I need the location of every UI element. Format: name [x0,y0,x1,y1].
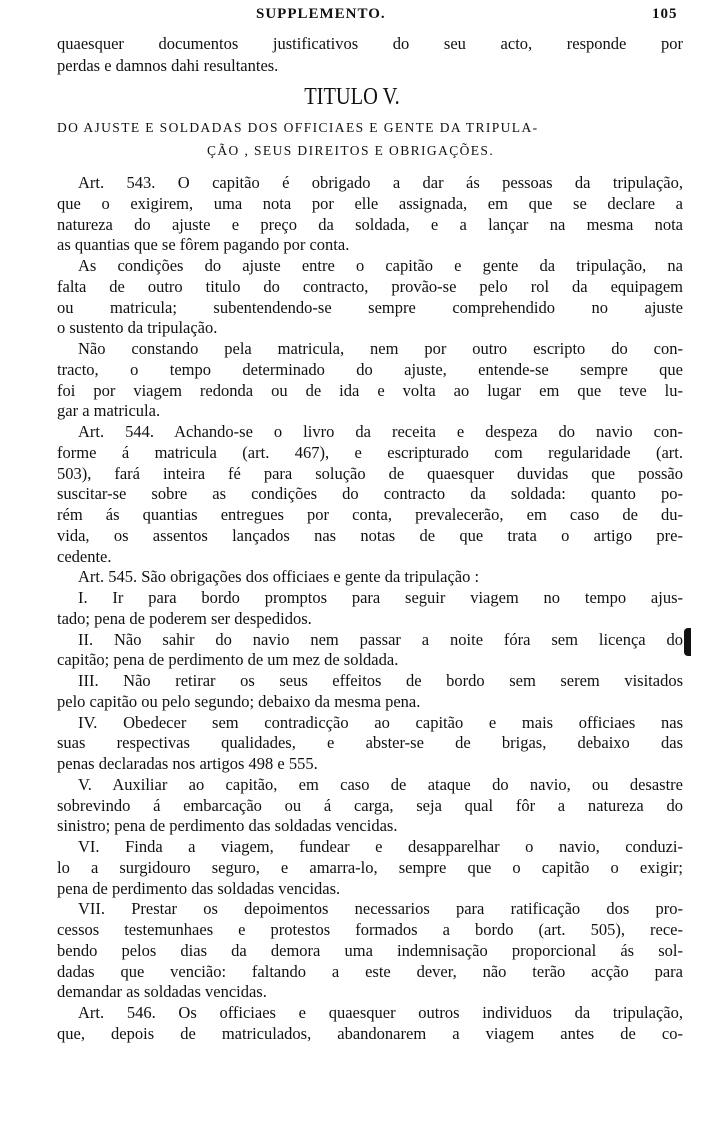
text-line: Art. 543. O capitão é obrigado a dar ás pessoas da tripulação, [78,173,683,192]
text-line: VII. Prestar os depoimentos necessarios para ratificação dos pro- [78,899,683,919]
text-line: o sustento da tripulação. [57,318,218,338]
text-line: Art. 546. Os officiaes e quaesquer outros individuos da tripulação, [78,1003,683,1022]
text-line: VI. Finda a viagem, fundear e desapparelhar o navio, conduzi- [78,837,683,856]
text-line: forme á matricula (art. 467), e escripturado com regularidade (art. [57,442,683,462]
running-title: SUPPLEMENTO. [256,6,386,22]
text-line: tado; pena de poderem ser despedidos. [57,608,312,628]
text-line: suas respectivas qualidades, e abster-se de brigas, debaixo das [57,733,683,753]
text-line: lo a surgidouro seguro, e amarra-lo, sempre que o capitão o exigir; [57,857,683,877]
text-line: As condições do ajuste entre o capitão e gente da tripulação, na [78,256,683,275]
text-line: V. Auxiliar ao capitão, em caso de ataque do navio, ou desastre [78,774,683,794]
text-line: sinistro; pena de perdimento das soldadas vencidas. [57,816,398,836]
text-line: cessos testemunhaes e protestos formados a bordo (art. 505), rece- [57,920,683,939]
page-number: 105 [652,6,678,22]
text-line: dadas que vencião: faltando a este dever, não terão acção para [57,961,683,981]
text-line: 503), fará inteira fé para solução de quaesquer duvidas que possão [57,463,683,483]
text-line: I. Ir para bordo promptos para seguir viagem no tempo ajus- [78,588,683,607]
text-line: natureza do ajuste e preço da soldada, e a lançar na mesma nota [57,214,683,234]
text-line: bendo pelos dias da demora uma indemnisação proporcional ás sol- [57,940,683,960]
text-line: Art. 544. Achando-se o livro da receita e despeza do navio con- [78,422,683,441]
text-line: penas declaradas nos artigos 498 e 555. [57,754,318,773]
text-line: vida, os assentos lançados nas notas de que trata o artigo pre- [57,525,683,545]
text-line: capitão; pena de perdimento de um mez de soldada. [57,650,399,670]
section-title: TITULO V. [304,84,400,110]
text-line: Não constando pela matricula, nem por outro escripto do con- [78,339,683,358]
text-line: demandar as soldadas vencidas. [57,982,267,1002]
text-line: foi por viagem redonda ou de ida e volta ao lugar em que teve lu- [57,380,683,400]
section-subtitle-line: DO AJUSTE E SOLDADAS DOS OFFICIAES E GENTE DA TRIPULA- [57,120,539,135]
text-line: gar a matricula. [57,401,161,421]
text-line: IV. Obedecer sem contradicção ao capitão e mais officiaes nas [78,712,683,732]
text-line: III. Não retirar os seus effeitos de bordo sem serem visitados [78,671,683,690]
text-line: que o exigirem, uma nota por elle assignada, em que se declare a [57,193,683,213]
text-line: quaesquer documentos justificativos do seu acto, responde por [57,34,683,53]
text-line: pelo capitão ou pelo segundo; debaixo da mesma pena. [57,691,421,711]
text-line: falta de outro titulo do contracto, provão-se pelo rol da equipagem [57,276,683,296]
text-line: cedente. [57,546,112,566]
text-line: as quantias que se fôrem pagando por conta. [57,235,350,255]
text-line: rém ás quantias entregues por conta, prevalecerão, em caso de du- [57,505,683,524]
text-line: ou matricula; subentendendo-se sempre comprehendido no ajuste [57,297,683,317]
margin-mark [684,628,691,656]
text-line: que, depois de matriculados, abandonarem a viagem antes de co- [57,1023,683,1043]
text-line: II. Não sahir do navio nem passar a noite fóra sem licença do [78,629,683,649]
text-line: tracto, o tempo determinado do ajuste, entende-se sempre que [57,359,683,379]
text-line: pena de perdimento das soldadas vencidas. [57,878,341,898]
text-line: perdas e damnos dahi resultantes. [57,56,279,75]
section-subtitle-line: ÇÃO , SEUS DIREITOS E OBRIGAÇÕES. [207,143,495,158]
text-line: suscitar-se sobre as condições do contracto da soldada: quanto po- [57,484,683,504]
text-line: sobrevindo á embarcação ou á carga, seja qual fôr a natureza do [57,795,683,815]
text-line: Art. 545. São obrigações dos officiaes e gente da tripulação : [78,567,480,587]
